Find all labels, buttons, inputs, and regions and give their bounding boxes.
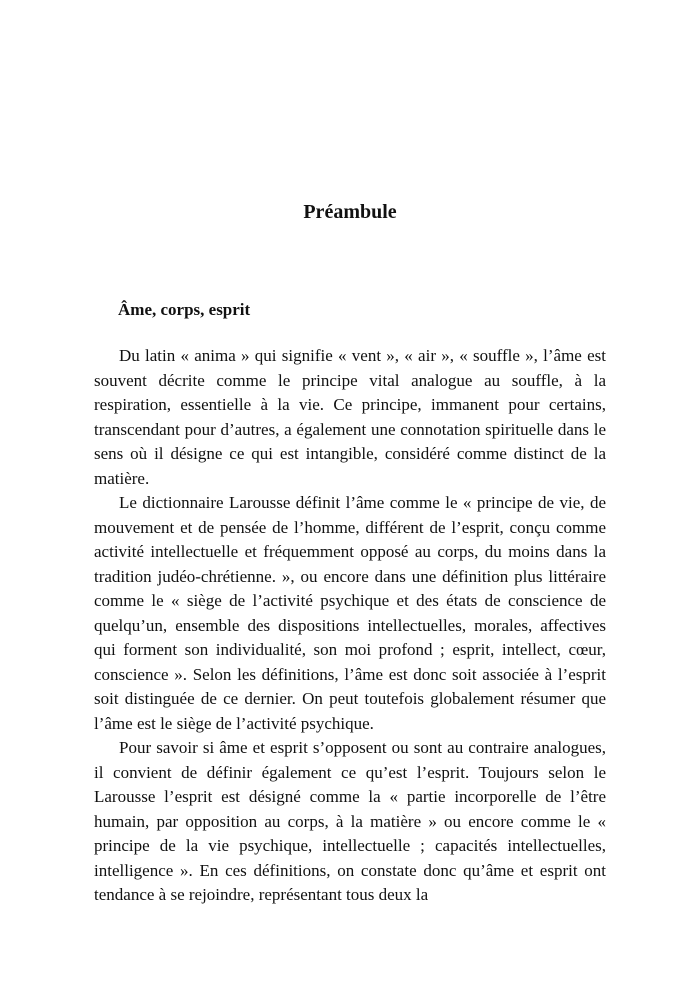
page-title: Préambule xyxy=(303,201,397,223)
paragraph: Pour savoir si âme et esprit s’opposent ou sont au contraire analogues, il convient de définir également ce qu’est l’esprit. Toujours selon le Larousse l’esprit est désigné comme la « partie incorporelle de l’être humain, par opposition au corps, à la matière » ou encore comme le « principe de la vie psychique, intellectuelle ; capacités intellectuelles, intelligence ». En ces définitions, on constate donc qu’âme et esprit ont tendance à se rejoindre, représentant tous deux la xyxy=(94,738,606,904)
section-heading: Âme, corps, esprit xyxy=(118,300,251,319)
paragraph: Le dictionnaire Larousse définit l’âme comme le « principe de vie, de mouvement et de pensée de l’homme, différent de l’esprit, conçu comme activité intellectuelle et fréquemment opposé au corps, du moins dans la tradition judéo-chrétienne. », ou encore dans une définition plus littéraire comme le « siège de l’activité psychique et des états de conscience de quelqu’un, ensemble des dispositions intellectuelles, morales, affectives qui forment son individualité, son moi profond ; esprit, intellect, cœur, conscience ». Selon les définitions, l’âme est donc soit associée à l’esprit soit distinguée de ce dernier. On peut toutefois globalement résumer que l’âme est le siège de l’activité psychique. xyxy=(94,493,606,733)
paragraph: Du latin « anima » qui signifie « vent », « air », « souffle », l’âme est souvent décrite comme le principe vital analogue au souffle, à la respiration, essentielle à la vie. Ce principe, immanent pour certains, transcendant pour d’autres, a également une connotation spirituelle dans le sens où il désigne ce qui est intangible, considéré comme distinct de la matière. xyxy=(94,346,606,488)
section-body xyxy=(94,344,606,908)
